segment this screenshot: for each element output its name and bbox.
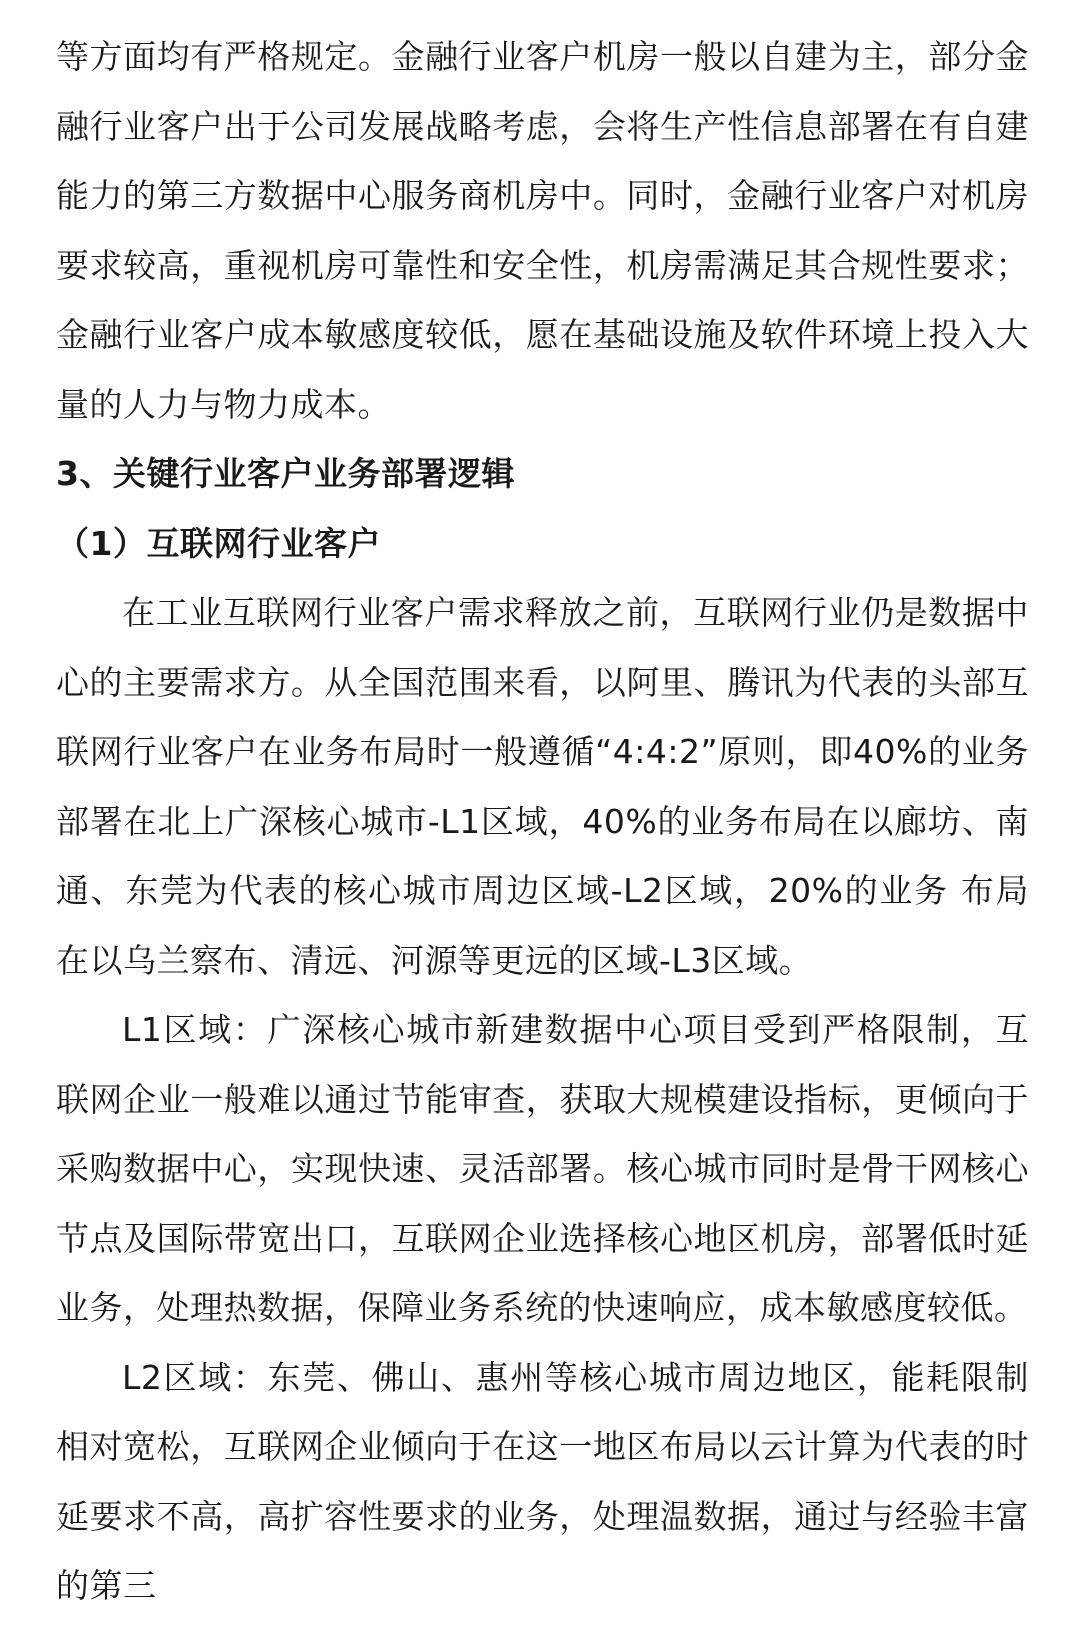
paragraph: L2区域：东莞、佛山、惠州等核心城市周边地区，能耗限制相对宽松，互联网企业倾向于在这一地区布局以云计算为代表的时延要求不高，高扩容性要求的业务，处理温数据，通过与经验丰富的第三 [56, 1357, 1029, 1605]
paragraph: 在工业互联网行业客户需求释放之前，互联网行业仍是数据中心的主要需求方。从全国范围来看，以阿里、腾讯为代表的头部互联网行业客户在业务布局时一般遵循“4:4:2”原则，即40%的业务部署在北上广深核心城市-L1区域，40%的业务布局在以廊坊、南通、东莞为代表的核心城市周边区域-L2区域，20%的业务 布局在以乌兰察布、清远、河源等更远的区域-L3区域。 [56, 593, 1029, 980]
paragraph: 等方面均有严格规定。金融行业客户机房一般以自建为主，部分金融行业客户出于公司发展战略考虑，会将生产性信息部署在有自建能力的第三方数据中心服务商机房中。同时，金融行业客户对机房要求较高，重视机房可靠性和安全性，机房需满足其合规性要求；金融行业客户成本敏感度较低，愿在基础设施及软件环境上投入大量的人力与物力成本。 [56, 37, 1029, 424]
subsection-heading: （1）互联网行业客户 [56, 523, 381, 563]
paragraph: L1区域：广深核心城市新建数据中心项目受到严格限制，互联网企业一般难以通过节能审查，获取大规模建设指标，更倾向于采购数据中心，实现快速、灵活部署。核心城市同时是骨干网核心节点及国际带宽出口，互联网企业选择核心地区机房，部署低时延业务，处理热数据，保障业务系统的快速响应，成本敏感度较低。 [56, 1010, 1029, 1327]
document-page [56, 22, 1029, 1621]
section-heading: 3、关键行业客户业务部署逻辑 [56, 454, 515, 493]
